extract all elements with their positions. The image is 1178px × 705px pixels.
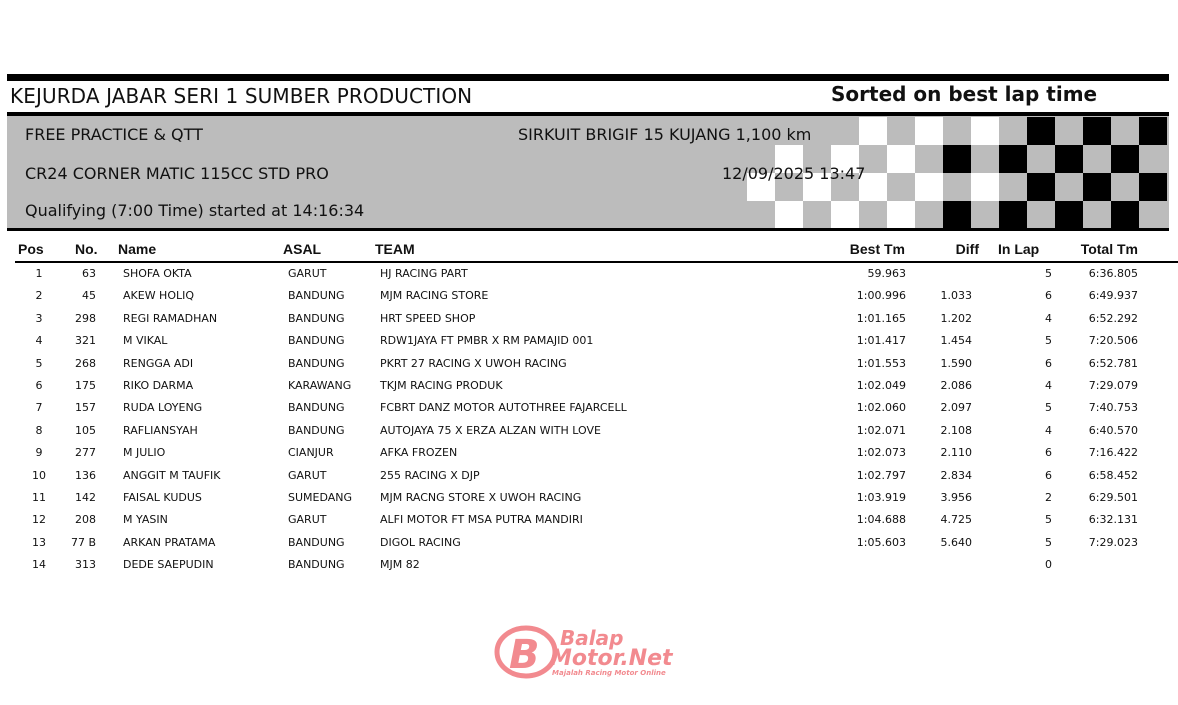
cell-diff: 1.202 (940, 311, 972, 325)
cell-inlap: 6 (1045, 468, 1052, 482)
flag-square (971, 117, 999, 145)
session-start-note: Qualifying (7:00 Time) started at 14:16:34 (25, 201, 365, 220)
cell-pos: 7 (35, 401, 43, 415)
cell-inlap: 0 (1045, 558, 1052, 572)
results-table-header (0, 241, 1178, 263)
cell-asal: BANDUNG (288, 401, 345, 415)
top-rule (7, 74, 1169, 81)
cell-no: 321 (75, 334, 96, 348)
cell-asal: BANDUNG (288, 535, 345, 549)
cell-total: 6:52.292 (1088, 311, 1138, 325)
cell-no: 63 (82, 267, 96, 280)
col-name: Name (118, 241, 157, 257)
table-row (0, 465, 1178, 487)
cell-name: ARKAN PRATAMA (123, 535, 216, 549)
cell-team: HJ RACING PART (380, 267, 468, 280)
cell-diff: 2.110 (940, 446, 972, 460)
col-total: Total Tm (1080, 241, 1138, 257)
cell-pos: 14 (32, 558, 46, 572)
cell-total: 6:40.570 (1088, 423, 1138, 437)
cell-no: 142 (75, 490, 96, 504)
cell-pos: 4 (35, 334, 43, 348)
cell-diff: 3.956 (940, 490, 972, 504)
cell-no: 136 (75, 468, 96, 482)
cell-inlap: 5 (1045, 513, 1052, 527)
col-no: No. (75, 241, 98, 257)
cell-best: 1:03.919 (856, 490, 906, 504)
table-row (0, 285, 1178, 307)
cell-asal: GARUT (288, 267, 327, 280)
cell-best: 59.963 (867, 267, 906, 280)
col-inlap: In Lap (998, 241, 1040, 257)
cell-inlap: 5 (1045, 535, 1052, 549)
flag-square (1139, 173, 1167, 201)
cell-inlap: 6 (1045, 356, 1052, 370)
cell-team: MJM 82 (380, 558, 420, 572)
event-title: KEJURDA JABAR SERI 1 SUMBER PRODUCTION (10, 84, 473, 108)
cell-inlap: 5 (1045, 401, 1052, 415)
cell-name: M YASIN (123, 513, 168, 527)
flag-square (943, 145, 971, 173)
cell-name: AKEW HOLIQ (123, 289, 195, 303)
cell-pos: 1 (35, 267, 43, 280)
cell-pos: 2 (35, 289, 43, 303)
cell-total: 6:29.501 (1088, 490, 1138, 504)
flag-square (1055, 201, 1083, 229)
cell-total: 7:20.506 (1088, 334, 1138, 348)
cell-name: SHOFA OKTA (123, 267, 192, 280)
cell-asal: BANDUNG (288, 311, 345, 325)
cell-pos: 3 (35, 311, 43, 325)
cell-team: RDW1JAYA FT PMBR X RM PAMAJID 001 (380, 334, 594, 348)
cell-diff: 4.725 (940, 513, 972, 527)
cell-total: 6:52.781 (1088, 356, 1138, 370)
cell-diff: 5.640 (940, 535, 972, 549)
cell-best: 1:04.688 (856, 513, 906, 527)
cell-pos: 5 (35, 356, 43, 370)
flag-square (915, 117, 943, 145)
flag-square (915, 173, 943, 201)
cell-no: 77 B (70, 535, 96, 549)
table-row (0, 263, 1178, 285)
flag-square (999, 201, 1027, 229)
cell-inlap: 4 (1045, 378, 1052, 392)
table-row (0, 308, 1178, 330)
cell-inlap: 4 (1045, 311, 1052, 325)
cell-inlap: 6 (1045, 446, 1052, 460)
cell-pos: 10 (32, 468, 46, 482)
col-team: TEAM (375, 241, 415, 257)
cell-diff: 1.590 (940, 356, 972, 370)
circuit-name: SIRKUIT BRIGIF 15 KUJANG 1,100 km (518, 125, 812, 144)
cell-team: 255 RACING X DJP (380, 468, 480, 482)
flag-square (887, 145, 915, 173)
cell-no: 45 (82, 289, 96, 303)
cell-asal: CIANJUR (288, 446, 334, 460)
flag-square (1083, 173, 1111, 201)
cell-asal: BANDUNG (288, 334, 345, 348)
cell-best: 1:01.553 (856, 356, 906, 370)
cell-pos: 8 (35, 423, 43, 437)
cell-asal: GARUT (288, 468, 327, 482)
cell-name: M VIKAL (123, 334, 168, 348)
cell-name: DEDE SAEPUDIN (123, 558, 214, 572)
table-row (0, 554, 1178, 576)
cell-name: RIKO DARMA (123, 378, 194, 392)
cell-diff: 1.454 (940, 334, 972, 348)
cell-pos: 13 (32, 535, 46, 549)
class-name: CR24 CORNER MATIC 115CC STD PRO (25, 164, 329, 183)
flag-square (1083, 117, 1111, 145)
cell-team: AUTOJAYA 75 X ERZA ALZAN WITH LOVE (380, 423, 601, 437)
cell-name: RUDA LOYENG (123, 401, 203, 415)
cell-no: 298 (75, 311, 96, 325)
table-row (0, 397, 1178, 419)
flag-square (999, 145, 1027, 173)
cell-asal: GARUT (288, 513, 327, 527)
flag-square (887, 201, 915, 229)
logo-line1: Balap (560, 626, 624, 650)
flag-square (1027, 117, 1055, 145)
cell-best: 1:02.049 (856, 378, 906, 392)
sort-label: Sorted on best lap time (831, 82, 1098, 106)
cell-total: 7:40.753 (1088, 401, 1138, 415)
cell-inlap: 5 (1045, 334, 1052, 348)
cell-best: 1:01.165 (856, 311, 906, 325)
cell-name: RENGGA ADI (123, 356, 194, 370)
cell-diff: 1.033 (940, 289, 972, 303)
cell-diff: 2.108 (940, 423, 972, 437)
col-diff: Diff (955, 241, 979, 257)
cell-name: RAFLIANSYAH (123, 423, 198, 437)
title-row (7, 81, 1169, 112)
cell-no: 313 (75, 558, 96, 572)
cell-name: FAISAL KUDUS (123, 490, 202, 504)
cell-team: DIGOL RACING (380, 535, 461, 549)
cell-team: FCBRT DANZ MOTOR AUTOTHREE FAJARCELL (380, 401, 627, 415)
cell-best: 1:01.417 (856, 334, 906, 348)
cell-inlap: 6 (1045, 289, 1052, 303)
cell-team: MJM RACNG STORE X UWOH RACING (380, 490, 582, 504)
col-best: Best Tm (849, 241, 905, 257)
cell-no: 175 (75, 378, 96, 392)
svg-text:B: B (509, 632, 540, 678)
cell-inlap: 2 (1045, 490, 1052, 504)
cell-diff: 2.834 (940, 468, 972, 482)
cell-diff: 2.097 (940, 401, 972, 415)
cell-name: ANGGIT M TAUFIK (123, 468, 221, 482)
cell-total: 7:16.422 (1088, 446, 1138, 460)
cell-asal: KARAWANG (288, 378, 352, 392)
cell-no: 208 (75, 513, 96, 527)
cell-team: TKJM RACING PRODUK (380, 378, 503, 392)
report-datetime: 12/09/2025 13:47 (722, 164, 866, 183)
cell-total: 7:29.079 (1088, 378, 1138, 392)
session-name: FREE PRACTICE & QTT (25, 125, 203, 144)
cell-total: 6:58.452 (1088, 468, 1138, 482)
col-pos: Pos (18, 241, 44, 257)
flag-square (1111, 145, 1139, 173)
table-row (0, 420, 1178, 442)
cell-team: HRT SPEED SHOP (380, 311, 476, 325)
cell-pos: 12 (32, 513, 46, 527)
cell-asal: SUMEDANG (288, 490, 353, 504)
balapmotor-watermark-logo (494, 622, 700, 680)
table-row (0, 353, 1178, 375)
cell-team: PKRT 27 RACING X UWOH RACING (380, 356, 567, 370)
cell-asal: BANDUNG (288, 423, 345, 437)
cell-pos: 9 (35, 446, 43, 460)
cell-total: 6:36.805 (1088, 267, 1138, 280)
cell-asal: BANDUNG (288, 289, 345, 303)
cell-no: 157 (75, 401, 96, 415)
results-table-body (0, 263, 1178, 576)
flag-square (971, 173, 999, 201)
flag-square (831, 201, 859, 229)
table-row (0, 375, 1178, 397)
cell-asal: BANDUNG (288, 558, 345, 572)
cell-pos: 11 (32, 490, 46, 504)
logo-tagline: Majalah Racing Motor Online (552, 669, 666, 677)
cell-pos: 6 (35, 378, 43, 392)
cell-best: 1:02.060 (856, 401, 906, 415)
cell-best: 1:02.797 (856, 468, 906, 482)
cell-no: 105 (75, 423, 96, 437)
cell-inlap: 4 (1045, 423, 1052, 437)
cell-best: 1:02.073 (856, 446, 906, 460)
flag-square (1111, 201, 1139, 229)
cell-no: 268 (75, 356, 96, 370)
cell-asal: BANDUNG (288, 356, 345, 370)
flag-square (1055, 145, 1083, 173)
cell-total: 7:29.023 (1088, 535, 1138, 549)
cell-no: 277 (75, 446, 96, 460)
flag-square (1027, 173, 1055, 201)
logo-line2: Motor.Net (550, 646, 673, 671)
table-row (0, 509, 1178, 531)
cell-team: MJM RACING STORE (380, 289, 489, 303)
cell-total: 6:49.937 (1088, 289, 1138, 303)
session-info-panel (7, 112, 1169, 231)
cell-name: REGI RAMADHAN (123, 311, 218, 325)
cell-inlap: 5 (1045, 267, 1052, 280)
cell-best: 1:00.996 (856, 289, 906, 303)
table-row (0, 442, 1178, 464)
flag-square (1139, 117, 1167, 145)
table-row (0, 487, 1178, 509)
flag-square (943, 201, 971, 229)
table-row (0, 330, 1178, 352)
cell-best: 1:02.071 (856, 423, 906, 437)
cell-best: 1:05.603 (856, 535, 906, 549)
table-row (0, 532, 1178, 554)
cell-name: M JULIO (123, 446, 166, 460)
cell-team: AFKA FROZEN (380, 446, 458, 460)
cell-team: ALFI MOTOR FT MSA PUTRA MANDIRI (380, 513, 583, 527)
flag-square (859, 117, 887, 145)
col-asal: ASAL (283, 241, 322, 257)
cell-total: 6:32.131 (1088, 513, 1138, 527)
flag-square (775, 201, 803, 229)
cell-diff: 2.086 (940, 378, 972, 392)
